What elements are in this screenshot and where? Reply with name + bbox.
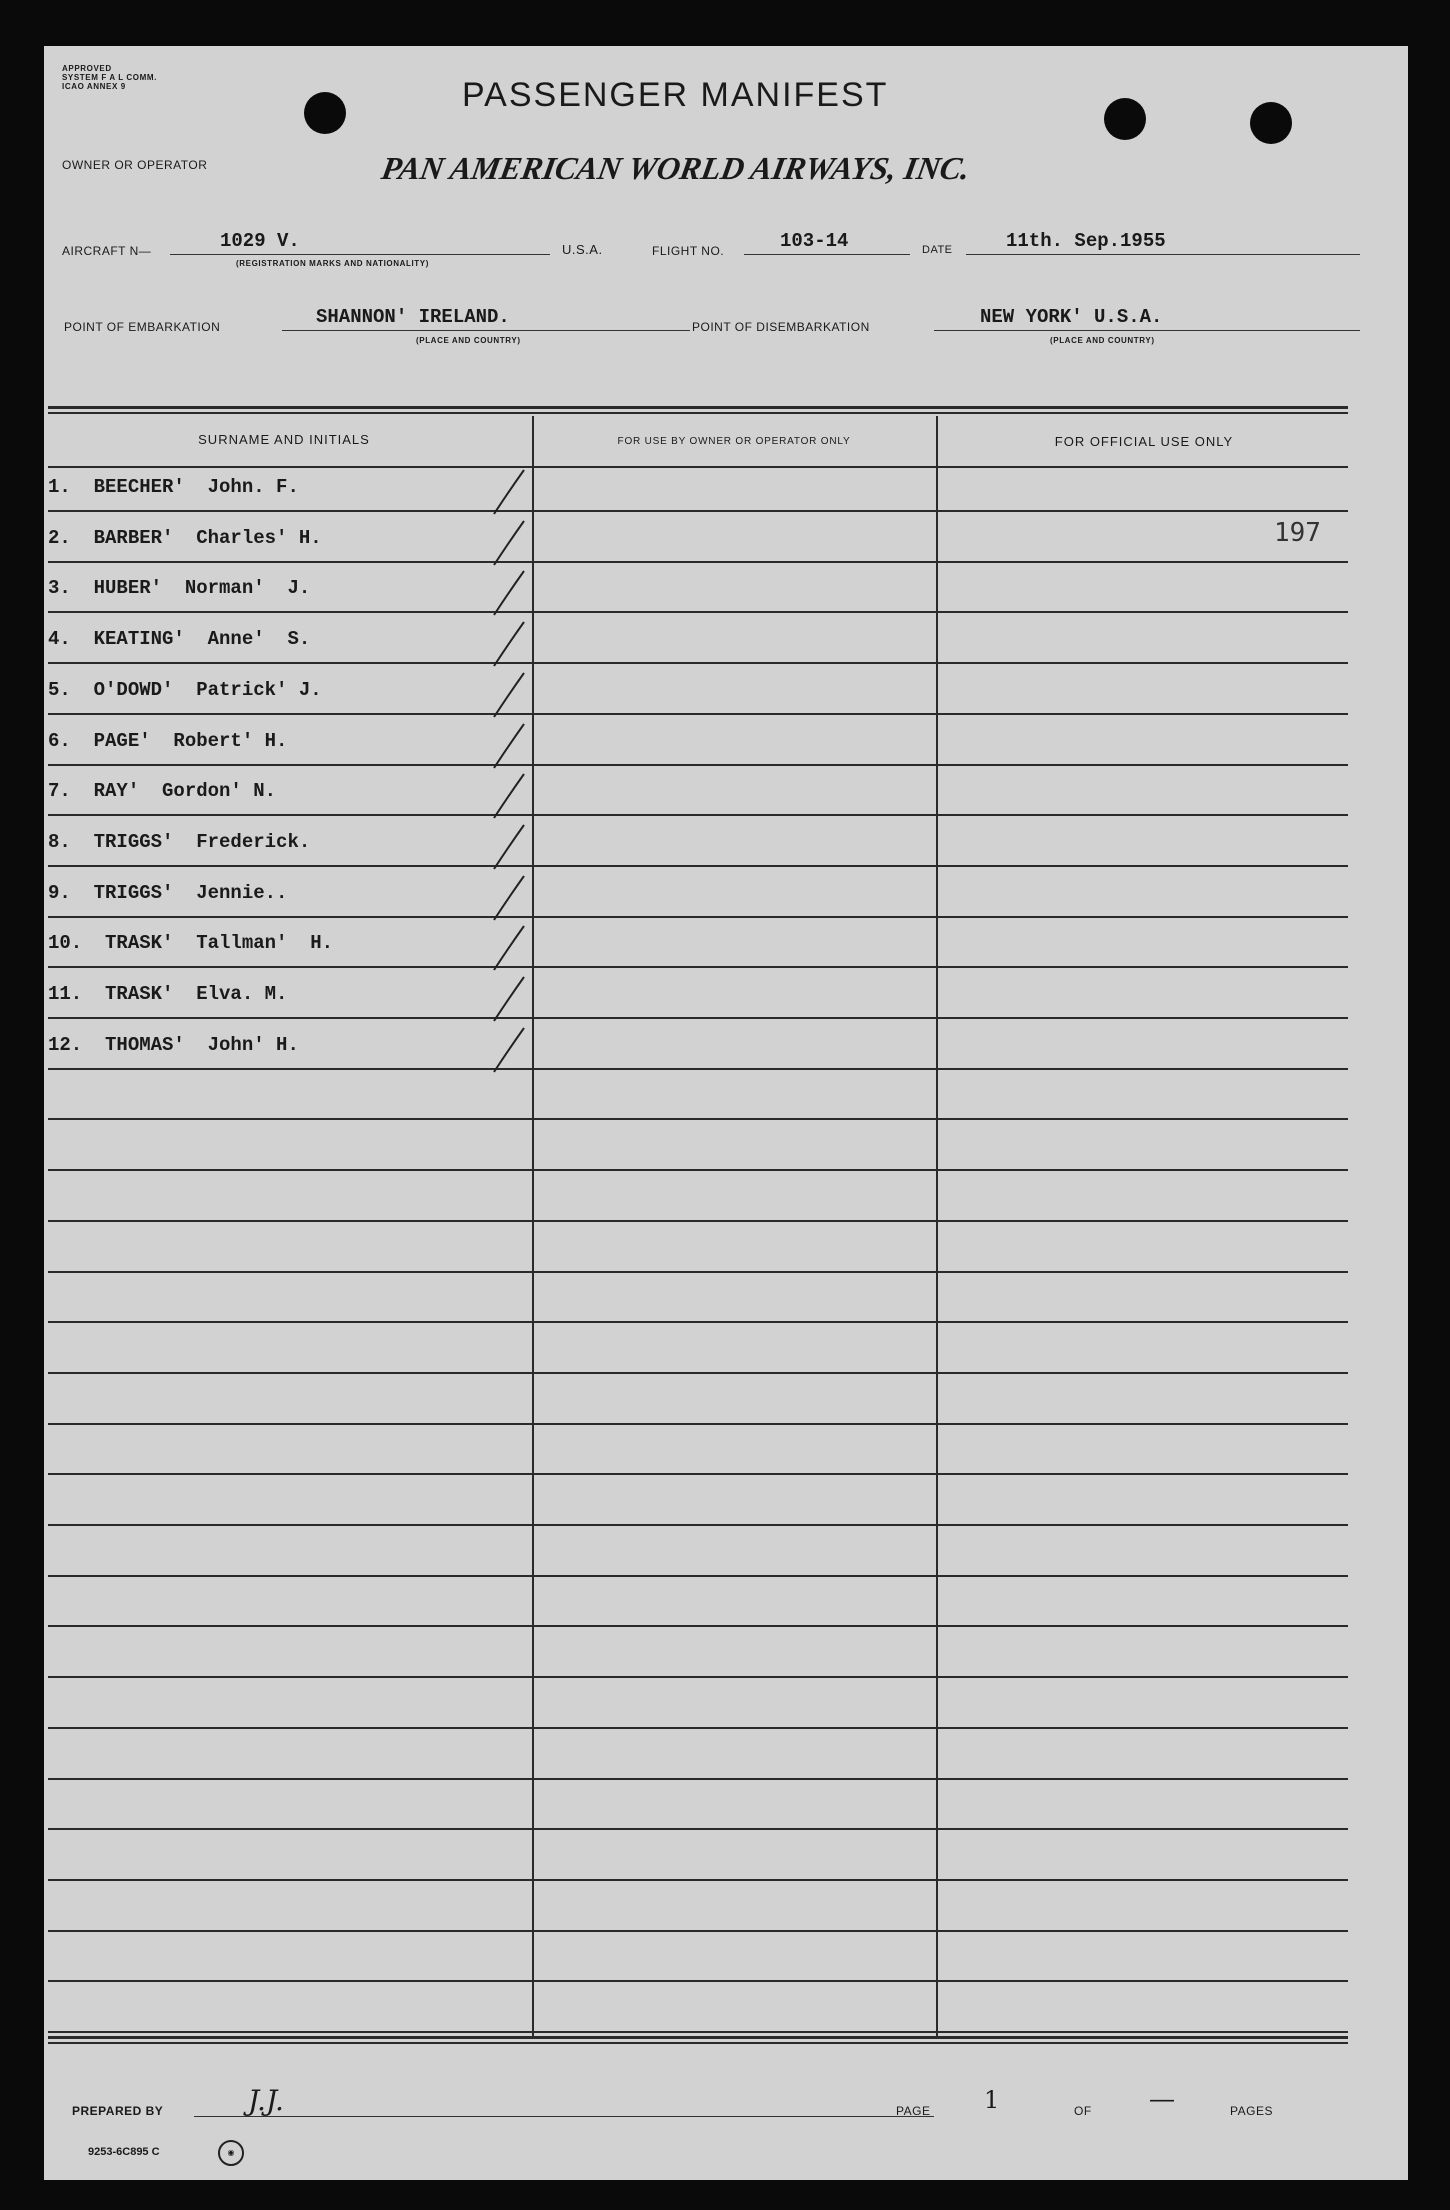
manifest-sheet	[44, 46, 1408, 2180]
table-row-line	[48, 814, 1348, 816]
table-row-line	[48, 611, 1348, 613]
table-row-line	[48, 1271, 1348, 1273]
column-divider	[936, 416, 938, 2036]
passenger-entry: 6. PAGE' Robert' H.	[48, 730, 288, 752]
table-row-line	[48, 1220, 1348, 1222]
usa-label: U.S.A.	[562, 242, 603, 257]
table-row-line	[48, 1169, 1348, 1171]
table-row-line	[48, 1524, 1348, 1526]
embark-label: POINT OF EMBARKATION	[64, 320, 221, 334]
place-note-disembark: (PLACE AND COUNTRY)	[1050, 336, 1155, 345]
page-title: PASSENGER MANIFEST	[462, 76, 889, 114]
table-row-line	[48, 916, 1348, 918]
check-mark-icon	[464, 517, 544, 567]
table-row-line	[48, 1727, 1348, 1729]
passenger-entry: 10. TRASK' Tallman' H.	[48, 932, 334, 954]
table-row-line	[48, 1473, 1348, 1475]
passenger-entry: 11. TRASK' Elva. M.	[48, 983, 288, 1005]
owner-label: OWNER OR OPERATOR	[62, 158, 208, 172]
table-row-line	[48, 2031, 1348, 2033]
column-header-operator: FOR USE BY OWNER OR OPERATOR ONLY	[617, 436, 851, 447]
check-mark-icon	[464, 669, 544, 719]
table-row-line	[48, 1778, 1348, 1780]
table-row-line	[48, 966, 1348, 968]
table-row-line	[48, 1828, 1348, 1830]
passenger-entry: 2. BARBER' Charles' H.	[48, 527, 322, 549]
approval-stamp: APPROVED SYSTEM F A L COMM. ICAO ANNEX 9	[62, 64, 157, 91]
table-row-line	[48, 764, 1348, 766]
embark-value: SHANNON' IRELAND.	[316, 306, 510, 328]
table-row-line	[48, 1118, 1348, 1120]
column-header-surname: SURNAME AND INITIALS	[198, 432, 370, 447]
passenger-entry: 5. O'DOWD' Patrick' J.	[48, 679, 322, 701]
form-number: 9253-6C895 C	[88, 2146, 160, 2158]
page-label: PAGE	[896, 2104, 931, 2118]
passenger-entry: 1. BEECHER' John. F.	[48, 476, 299, 498]
prepared-signature: J.J.	[248, 2084, 284, 2117]
table-row-line	[48, 1321, 1348, 1323]
check-mark-icon	[464, 466, 544, 516]
check-mark-icon	[464, 973, 544, 1023]
table-row-line	[48, 713, 1348, 715]
owner-value: PAN AMERICAN WORLD AIRWAYS, INC.	[378, 150, 973, 186]
check-mark-icon	[464, 872, 544, 922]
table-row-line	[48, 1676, 1348, 1678]
table-row-line	[48, 561, 1348, 563]
prepared-label: PREPARED BY	[72, 2104, 164, 2118]
aircraft-value: 1029 V.	[220, 230, 300, 252]
page-value: 1	[984, 2086, 1000, 2114]
date-value: 11th. Sep.1955	[1006, 230, 1166, 252]
check-mark-icon	[464, 770, 544, 820]
flight-label: FLIGHT NO.	[652, 244, 725, 258]
check-mark-icon	[464, 821, 544, 871]
table-row-line	[48, 865, 1348, 867]
table-row-line	[48, 1017, 1348, 1019]
punch-hole	[1104, 98, 1146, 140]
flight-value: 103-14	[780, 230, 849, 252]
check-mark-icon	[464, 720, 544, 770]
of-label: OF	[1074, 2104, 1092, 2118]
table-row-line	[48, 1980, 1348, 1982]
disembark-value: NEW YORK' U.S.A.	[980, 306, 1163, 328]
registration-note: (REGISTRATION MARKS AND NATIONALITY)	[236, 259, 429, 268]
official-note: 197	[1274, 518, 1321, 548]
table-row-line	[48, 1575, 1348, 1577]
pages-label: PAGES	[1230, 2104, 1273, 2118]
passenger-entry: 7. RAY' Gordon' N.	[48, 780, 277, 802]
punch-hole	[304, 92, 346, 134]
table-row-line	[48, 1625, 1348, 1627]
union-label-icon: ◉	[218, 2140, 244, 2166]
date-label: DATE	[922, 244, 953, 256]
punch-hole	[1250, 102, 1292, 144]
check-mark-icon	[464, 567, 544, 617]
check-mark-icon	[464, 1024, 544, 1074]
passenger-entry: 12. THOMAS' John' H.	[48, 1034, 299, 1056]
table-row-line	[48, 1879, 1348, 1881]
table-row-line	[48, 1423, 1348, 1425]
passenger-entry: 9. TRIGGS' Jennie..	[48, 882, 288, 904]
table-row-line	[48, 662, 1348, 664]
place-note-embark: (PLACE AND COUNTRY)	[416, 336, 521, 345]
column-header-official: FOR OFFICIAL USE ONLY	[1054, 434, 1234, 449]
table-row-line	[48, 1068, 1348, 1070]
table-row-line	[48, 1930, 1348, 1932]
passenger-entry: 4. KEATING' Anne' S.	[48, 628, 311, 650]
table-row-line	[48, 510, 1348, 512]
passenger-entry: 8. TRIGGS' Frederick.	[48, 831, 311, 853]
aircraft-label: AIRCRAFT N—	[62, 244, 152, 258]
of-value: —	[1150, 2086, 1174, 2113]
table-row-line	[48, 1372, 1348, 1374]
check-mark-icon	[464, 618, 544, 668]
check-mark-icon	[464, 922, 544, 972]
disembark-label: POINT OF DISEMBARKATION	[692, 320, 870, 334]
passenger-entry: 3. HUBER' Norman' J.	[48, 577, 311, 599]
